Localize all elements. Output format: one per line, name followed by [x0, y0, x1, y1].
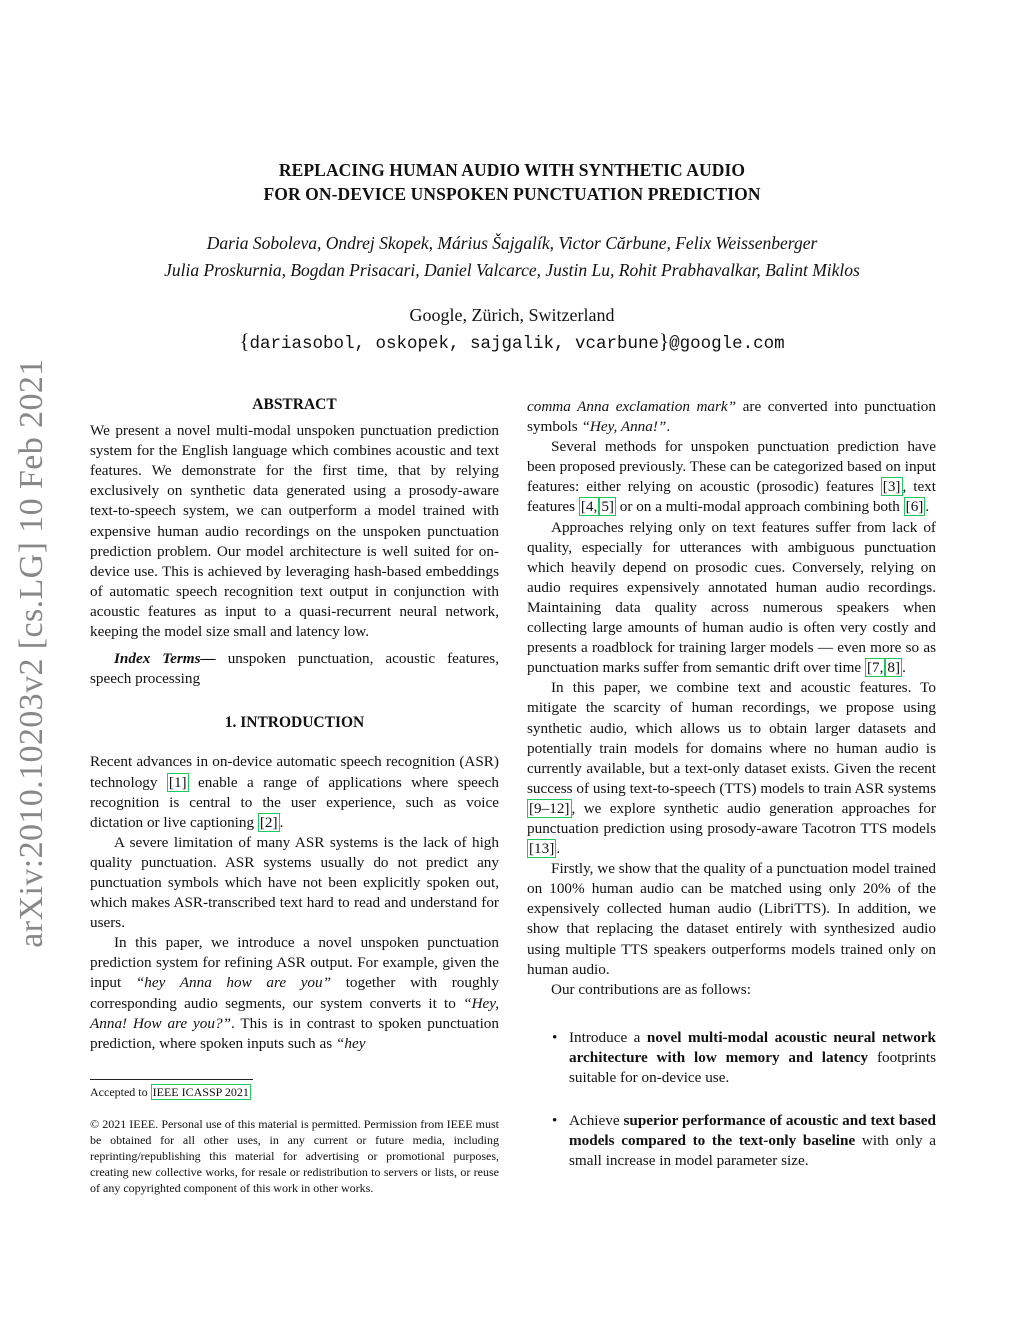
citation-link[interactable]: [13] — [529, 840, 555, 858]
citation-link[interactable]: 8] — [887, 659, 901, 677]
right-p3-text-a: In this paper, we combine text and acoustic features. To mitigate the scarcity of human recordings, we propose using synthetic audio, which allows us to obtain larger datasets and potentially train models for domains where no human audio is currently available, but a text-only dataset exists. Given the recent success of using text-to-speech (TTS) models to train ASR systems — [527, 679, 936, 797]
author-emails — [0, 329, 1024, 354]
intro-heading: 1. INTRODUCTION — [224, 714, 365, 732]
right-p3-text-c: . — [556, 840, 561, 858]
intro-p1-text-b: enable a range of applications where speech recognition is central to the user experience, such as voice dictation or live captioning — [90, 773, 499, 831]
intro-p1-text-a: Recent advances in on-device automatic speech recognition (ASR) technology — [90, 753, 499, 791]
right-paragraph-1 — [527, 437, 936, 517]
author-list — [0, 230, 1024, 284]
right-p3-text-b: , we explore synthetic audio generation approaches for punctuation prediction using prosody-aware Tacotron TTS models — [527, 799, 936, 837]
example-output-quote: “Hey, Anna! How are you?” — [90, 994, 499, 1032]
index-terms-text: unspoken punctuation, acoustic features, speech processing — [90, 650, 499, 688]
right-paragraph-0 — [527, 397, 936, 437]
paper-title — [0, 158, 1024, 206]
contribution-text-a: Introduce a — [569, 1028, 647, 1046]
right-paragraph-5: Our contributions are as follows: — [551, 980, 751, 998]
venue-link[interactable]: IEEE ICASSP 2021 — [152, 1085, 249, 1099]
converted-example-quote: “Hey, Anna!” — [581, 418, 667, 436]
citation-link[interactable]: [6] — [905, 498, 924, 516]
left-column — [90, 395, 499, 1054]
contribution-bold: novel multi-modal acoustic neural network architecture with low memory and latency — [569, 1028, 936, 1066]
right-p1-text-a: Several methods for unspoken punctuation prediction have been proposed previously. These can be categorized based on input features: either relying on acoustic (prosodic) features — [527, 438, 936, 496]
citation-link[interactable]: [9–12] — [529, 799, 570, 817]
email-names: dariasobol, oskopek, sajgalik, vcarbune — [249, 334, 660, 354]
email-brace-open: { — [239, 329, 250, 353]
citation-link[interactable]: [4, — [580, 498, 598, 516]
title-line-1: REPLACING HUMAN AUDIO WITH SYNTHETIC AUDIO — [278, 160, 746, 180]
example-input-quote: “hey Anna how are you” — [135, 974, 332, 992]
citation-link[interactable]: [2] — [259, 813, 278, 831]
contribution-bold: superior performance of acoustic and text based models compared to the text-only baseline — [569, 1112, 936, 1150]
arxiv-stamp: arXiv:2010.10203v2 [cs.LG] 10 Feb 2021 — [13, 358, 50, 948]
citation-link[interactable]: 5] — [601, 498, 614, 516]
right-p0-text-a: are converted into punctuation symbols — [527, 398, 936, 436]
accepted-prefix: Accepted to — [90, 1085, 151, 1099]
footnote-area — [90, 1079, 499, 1196]
intro-p3-text-a: In this paper, we introduce a novel unspoken punctuation prediction system for refining ASR output. For example, given the input — [90, 934, 499, 992]
footnote-rule — [90, 1079, 253, 1080]
index-terms-label: Index Terms— — [114, 650, 216, 668]
citation-link[interactable]: [3] — [882, 478, 901, 496]
intro-p3-text-c: . This is in contrast to spoken punctuation prediction, where spoken inputs such as — [90, 1014, 499, 1052]
right-column — [527, 397, 936, 1194]
email-brace-close: } — [659, 329, 670, 353]
citation-link[interactable]: [7, — [866, 659, 884, 677]
accepted-note — [90, 1084, 499, 1100]
intro-paragraph-1 — [90, 752, 499, 832]
contribution-text-b: footprints suitable for on-device use. — [569, 1048, 936, 1086]
right-p0-text-b: . — [666, 418, 671, 436]
contributions-list — [527, 1028, 936, 1172]
affiliation: Google, Zürich, Switzerland — [409, 305, 615, 325]
email-domain: @google.com — [669, 334, 785, 354]
right-p1-text-b: , text features — [527, 478, 936, 516]
citation-link[interactable]: [1] — [168, 773, 187, 791]
contribution-item — [569, 1028, 936, 1088]
intro-p1-text-c: . — [279, 813, 284, 831]
right-p1-text-c: or on a multi-modal approach combining both — [615, 498, 904, 516]
right-p2-text-b: . — [902, 659, 906, 677]
intro-paragraph-3 — [90, 933, 499, 1054]
contribution-text-b: with only a small increase in model parameter size. — [569, 1132, 936, 1170]
right-paragraph-4: Firstly, we show that the quality of a punctuation model trained on 100% human audio can be matched using only 20% of the expensively collected human audio (LibriTTS). In addition, we show that replacing the dataset entirely with synthesized audio using multiple TTS speakers outperforms models trained only on human audio. — [527, 860, 936, 978]
spoken-example-continuation: comma Anna exclamation mark” — [527, 398, 737, 415]
title-line-2: FOR ON-DEVICE UNSPOKEN PUNCTUATION PREDICTION — [263, 184, 761, 204]
right-p2-text-a: Approaches relying only on text features suffer from lack of quality, especially for utterances with ambiguous punctuation which heavily depend on prosodic cues. Conversely, relying on audio requires expensively annotated human audio recordings. Maintaining data quality across numerous speakers when collecting large amounts of human audio is often very costly and presents a roadblock for training larger models — even more so as punctuation marks suffer from semantic drift over time — [527, 518, 936, 677]
right-paragraph-2 — [527, 518, 936, 679]
abstract-text: We present a novel multi-modal unspoken punctuation prediction system for the English language which combines acoustic and text features. We demonstrate for the first time, that by relying exclusively on synthetic data generated using a prosody-aware text-to-speech system, we can outperform a model trained with expensive human audio recordings on the unspoken punctuation prediction problem. Our model architecture is well suited for on-device use. This is achieved by leveraging hash-based embeddings of automatic speech recognition text output in conjunction with acoustic features as input to a quasi-recurrent neural network, keeping the model size small and latency low. — [90, 422, 499, 641]
abstract-heading: ABSTRACT — [252, 396, 337, 413]
right-p1-text-d: . — [925, 498, 930, 516]
intro-paragraph-2: A severe limitation of many ASR systems is the lack of high quality punctuation. ASR systems usually do not predict any punctuation symbols which have not been explicitly spoken out, which makes ASR-transcribed text hard to read and understand for users. — [90, 833, 499, 932]
index-terms — [90, 649, 499, 689]
contribution-item — [569, 1111, 936, 1171]
authors-line-1: Daria Soboleva, Ondrej Skopek, Márius Šajgalík, Victor Cărbune, Felix Weissenberger — [206, 233, 818, 253]
copyright-notice: © 2021 IEEE. Personal use of this material is permitted. Permission from IEEE must be obtained for all other uses, in any current or future media, including reprinting/republishing this material for advertising or promotional purposes, creating new collective works, for resale or redistribution to servers or lists, or reuse of any copyrighted component of this work in other works. — [90, 1117, 499, 1195]
right-paragraph-3 — [527, 678, 936, 859]
intro-p3-text-b: together with roughly corresponding audio segments, our system converts it to — [90, 974, 499, 1012]
contribution-text-a: Achieve — [569, 1112, 624, 1130]
authors-line-2: Julia Proskurnia, Bogdan Prisacari, Daniel Valcarce, Justin Lu, Rohit Prabhavalkar, Balint Miklos — [164, 260, 860, 280]
spoken-example-quote: “hey — [335, 1034, 366, 1052]
